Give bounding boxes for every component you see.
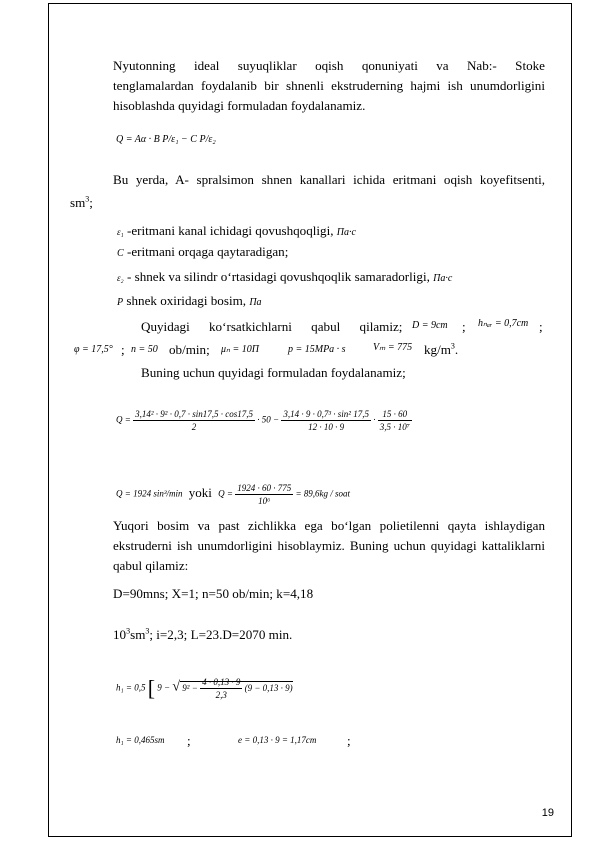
formula-q-general: Q = Aα · B P/ε₁ − C P/ε₂ — [116, 134, 216, 145]
param-p: p = 15MPa · s — [288, 344, 346, 355]
paragraph-polyethylene — [113, 516, 545, 576]
text-line: Nyutonning ideal suyuqliklar oqish qonuniyati va Nab:- Stoke — [113, 58, 545, 73]
page-number: 19 — [541, 807, 554, 819]
text-line: hisoblashda quyidagi formuladan foydalanamiz. — [113, 98, 366, 113]
param-phi: φ = 17,5° — [74, 344, 113, 355]
formula-h1: h₁ = 0,5 [ 9 − √ 9² − $\frac{4 \cdot 0,13 \cdot 9}{2,3}$ (9 − 0,13 · 9) — [116, 675, 293, 701]
unit-text: $kg/m^3$. — [424, 341, 459, 357]
text-line: Yuqori bosim va past zichlikka ega bo‘lgan polietilenni qayta ishlaydigan — [113, 518, 545, 533]
definition-pressure: P shnek oxiridagi bosim, Πa — [117, 293, 262, 308]
params-line: D=90mns; X=1; n=50 ob/min; k=4,18 — [113, 586, 314, 601]
separator: ; — [347, 733, 351, 748]
text-line: Buning uchun quyidagi formuladan foydalanamiz; — [141, 365, 406, 380]
text-line: ekstruderni ish unumdorligini hisoblaymiz. Buning uchun quyidagi kattaliklarni — [113, 538, 545, 553]
symbol: C — [117, 248, 124, 259]
definition-viscosity: ε₁ -eritmani kanal ichidagi qovushqoqligi, Πa·c — [117, 223, 356, 238]
text-line: qabul qilamiz: — [113, 558, 189, 573]
unit: Πa — [249, 297, 262, 308]
formula-e-result: e = 0,13 · 9 = 1,17cm — [238, 735, 317, 745]
separator: ; — [462, 319, 466, 334]
symbol: P — [117, 297, 124, 308]
text-line: Bu yerda, A- spralsimon shnen kanallari ichida eritmani oqish koyefitsenti, — [113, 172, 545, 187]
symbol: ε₁ — [117, 227, 124, 237]
formula-h1-result: h₁ = 0,465sm — [116, 735, 165, 745]
separator: ; — [539, 319, 543, 334]
text-line: tenglamalardan foydalanib bir shnenli ekstruderning hajmi ish unumdorligini — [113, 78, 545, 93]
unit: Πa·c — [336, 227, 356, 238]
formula-q-result: Q = 1924 sin³/min yoki Q = $\frac{1924 \cdot 60 \cdot 775}{\text{10⁶}}$ = 89,6kg / soat — [116, 483, 351, 506]
param-d: D = 9cm — [412, 320, 448, 331]
unit: Πa·c — [433, 273, 453, 284]
definition-gap-viscosity: ε₂ - shnek va silindr o‘rtasidagi qovushqoqlik samaradorligi, Πa·c — [117, 269, 453, 284]
text-line: Quyidagi ko‘rsatkichlarni qabul qilamiz; — [141, 319, 403, 334]
symbol: ε₂ — [117, 273, 124, 283]
separator: ; — [121, 342, 125, 357]
params-line: $10^3sm^3$; i=2,3; L=23.D=2070 min. — [113, 626, 293, 642]
text-line: $sm^3$; — [70, 194, 93, 210]
param-n: n = 50 — [131, 344, 158, 355]
param-h: hₙₐᵣ = 0,7cm — [478, 318, 529, 329]
definition-backflow: C -eritmani orqaga qaytaradigan; — [117, 244, 289, 259]
formula-q-numeric: Q = $\frac{\text{3,14² · 9² · 0,7 · sin17,5 · cos17,5}}{2}$ · 50 − $\frac{\text{3,14 · 9 · 0,7³ · sin² 17,5}}{12 \cdot 10 \cdot 9}$ · $\frac{15 \cdot 60}{\text{3,5 · 10⁷}}$ — [116, 409, 410, 432]
paragraph-intro — [113, 56, 545, 116]
param-v: Vₘ = 775 — [373, 342, 413, 353]
param-mu: μₙ = 10Π — [221, 344, 259, 355]
separator: ; — [187, 733, 191, 748]
unit-text: ob/min; — [169, 342, 210, 357]
